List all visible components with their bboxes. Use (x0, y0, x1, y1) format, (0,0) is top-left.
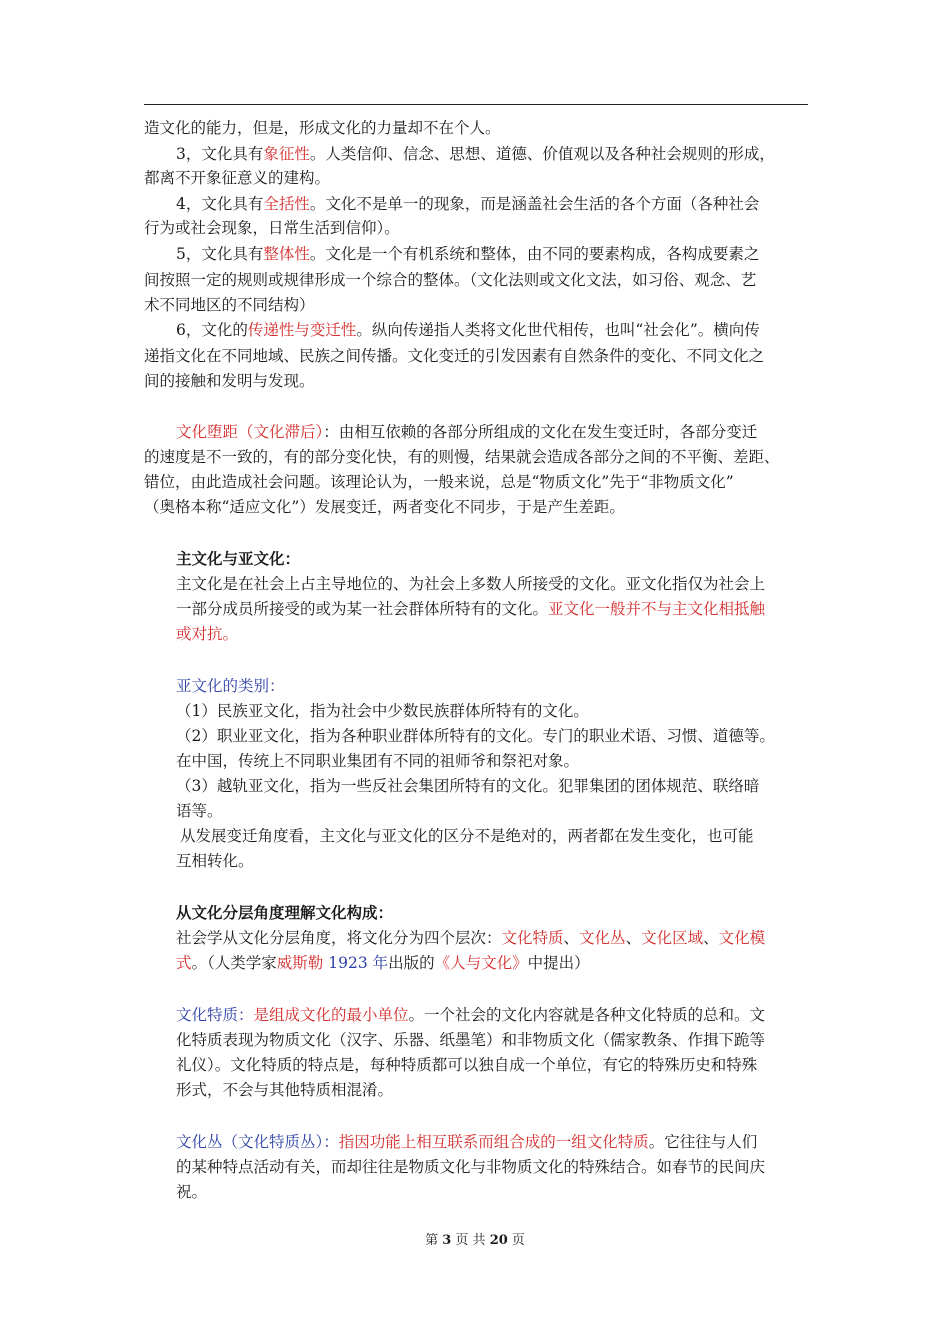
text-line: 式。（人类学家威斯勒 1923 年出版的《人与文化》中提出） (176, 954, 590, 972)
page-total: 20 (489, 1233, 508, 1248)
text-line: （奥格本称“适应文化”）发展变迁，两者变化不同步，于是产生差距。 (144, 498, 625, 516)
text-line: 形式，不会与其他特质相混淆。 (176, 1081, 394, 1099)
section-heading: 从文化分层角度理解文化构成： (176, 903, 394, 922)
text-line: （2）职业亚文化，指为各种职业群体所特有的文化。专门的职业术语、习惯、道德等。 (176, 727, 775, 745)
text-line: 6，文化的传递性与变迁性。纵向传递指人类将文化世代相传，也叫“社会化”。横向传 (176, 321, 760, 339)
text-line: 递指文化在不同地域、民族之间传播。文化变迁的引发因素有自然条件的变化、不同文化之 (144, 347, 765, 365)
text-line: （3）越轨亚文化，指为一些反社会集团所特有的文化。犯罪集团的团体规范、联络暗 (176, 777, 760, 795)
text-line: 从发展变迁角度看，主文化与亚文化的区分不是绝对的，两者都在发生变化，也可能 (180, 827, 754, 845)
section-heading: 亚文化的类别： (176, 677, 285, 695)
text-line: 间按照一定的规则或规律形成一个综合的整体。（文化法则或文化文法，如习俗、观念、艺 (144, 271, 757, 289)
header-rule (144, 104, 808, 105)
page-number: 3 (442, 1233, 452, 1248)
text-line: 文化堕距（文化滞后）：由相互依赖的各部分所组成的文化在发生变迁时，各部分变迁 (176, 423, 758, 441)
text-line: 互相转化。 (176, 852, 254, 870)
text-line: 的某种特点活动有关，而却往往是物质文化与非物质文化的特殊结合。如春节的民间庆 (176, 1158, 766, 1176)
text-line: 造文化的能力，但是，形成文化的力量却不在个人。 (144, 119, 501, 137)
text-line: 文化特质：是组成文化的最小单位。一个社会的文化内容就是各种文化特质的总和。文 (176, 1006, 766, 1024)
text-line: 主文化是在社会上占主导地位的、为社会上多数人所接受的文化。亚文化指仅为社会上 (176, 575, 766, 593)
text-line: 都离不开象征意义的建构。 (144, 169, 331, 187)
page-footer: 第 3 页 共 20 页 (425, 1233, 525, 1248)
text-line: 的速度是不一致的，有的部分变化快，有的则慢，结果就会造成各部分之间的不平衡、差距、 (144, 448, 780, 466)
text-line: 一部分成员所接受的或为某一社会群体所特有的文化。亚文化一般并不与主文化相抵触 (176, 600, 766, 618)
text-line: 5，文化具有整体性。文化是一个有机系统和整体，由不同的要素构成，各构成要素之 (176, 245, 760, 263)
text-line: 术不同地区的不同结构） (144, 296, 315, 314)
text-line: 化特质表现为物质文化（汉字、乐器、纸墨笔）和非物质文化（儒家教条、作揖下跪等 (176, 1031, 766, 1049)
text-line: 语等。 (176, 802, 223, 820)
text-line: 在中国，传统上不同职业集团有不同的祖师爷和祭祀对象。 (176, 752, 580, 770)
text-line: 间的接触和发明与发现。 (144, 372, 315, 390)
text-line: 行为或社会现象，日常生活到信仰）。 (144, 219, 400, 237)
text-line: 礼仪）。文化特质的特点是，每种特质都可以独自成一个单位，有它的特殊历史和特殊 (176, 1056, 758, 1074)
section-heading: 主文化与亚文化： (176, 549, 301, 568)
text-line: （1）民族亚文化，指为社会中少数民族群体所特有的文化。 (176, 702, 589, 720)
text-line: 3，文化具有象征性。人类信仰、信念、思想、道德、价值观以及各种社会规则的形成， (176, 145, 775, 163)
text-line: 或对抗。 (176, 625, 239, 643)
text-line: 错位，由此造成社会问题。该理论认为，一般来说，总是“物质文化”先于“非物质文化” (144, 473, 734, 491)
text-line: 4，文化具有全括性。文化不是单一的现象，而是涵盖社会生活的各个方面（各种社会 (176, 195, 760, 213)
text-line: 祝。 (176, 1183, 208, 1201)
text-line: 社会学从文化分层角度，将文化分为四个层次：文化特质、文化丛、文化区域、文化模 (176, 929, 766, 947)
text-line: 文化丛（文化特质丛）：指因功能上相互联系而组合成的一组文化特质。它往往与人们 (176, 1133, 758, 1151)
